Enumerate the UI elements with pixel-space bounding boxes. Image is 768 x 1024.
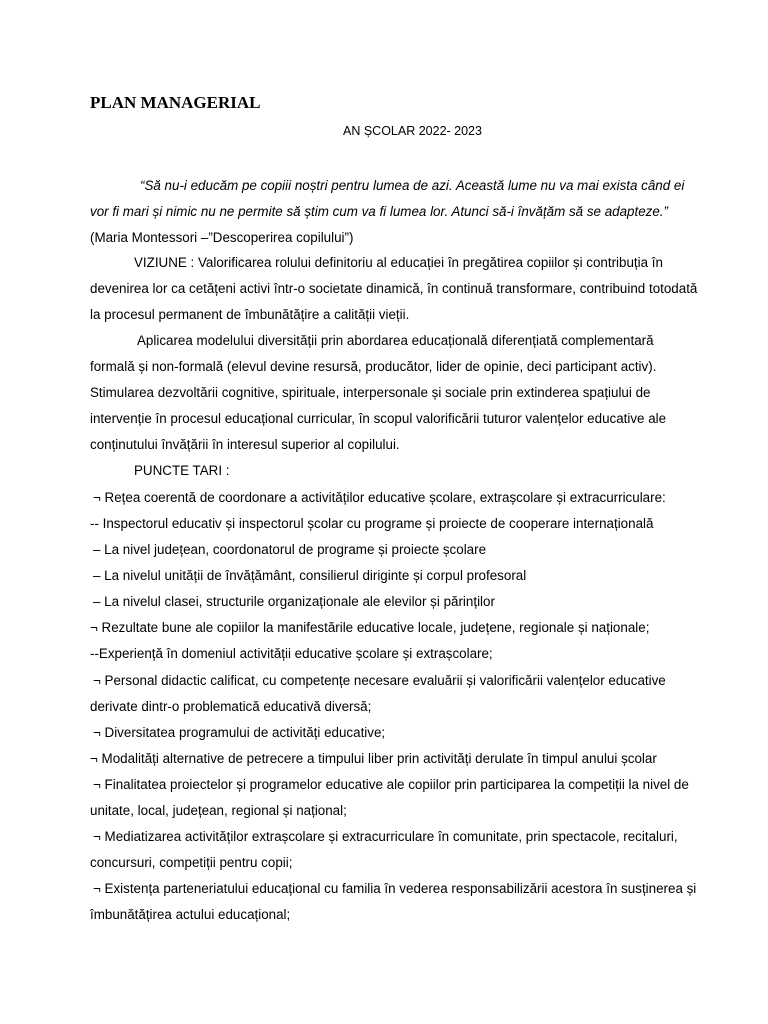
strength-item: ¬ Personal didactic calificat, cu competențe necesare evaluării și valorificării valențelor educative — [93, 673, 666, 688]
strength-item: ¬ Mediatizarea activităților extrașcolare și extracurriculare în comunitate, prin spectacole, recitaluri, — [93, 829, 678, 844]
vision-line: VIZIUNE : Valorificarea rolului definitoriu al educației în pregătirea copiilor și contribuția în — [134, 255, 663, 270]
strength-item: -- Inspectorul educativ și inspectorul școlar cu programe și proiecte de cooperare internațională — [90, 516, 654, 531]
strength-item: concursuri, competiții pentru copii; — [90, 855, 293, 870]
strengths-heading: PUNCTE TARI : — [134, 463, 230, 478]
strength-item: ¬ Existența parteneriatului educațional cu familia în vederea responsabilizării acestora în susținerea și — [93, 881, 697, 896]
strength-item: ¬ Modalități alternative de petrecere a timpului liber prin activități derulate în timpul anului școlar — [90, 751, 657, 766]
vision-line: devenirea lor ca cetățeni activi într-o societate dinamică, în continuă transformare, contribuind totodată — [90, 281, 698, 296]
strength-item: unitate, local, județean, regional și național; — [90, 803, 347, 818]
strength-item: --Experiență în domeniul activității educative școlare și extrașcolare; — [90, 646, 493, 661]
strength-item: îmbunătățirea actului educațional; — [90, 907, 291, 922]
quote-source: (Maria Montessori –”Descoperirea copilului”) — [90, 230, 354, 245]
strength-item: ¬ Rezultate bune ale copiilor la manifestările educative locale, județene, regionale și naționale; — [90, 620, 650, 635]
strength-item: ¬ Diversitatea programului de activități educative; — [93, 725, 386, 740]
strength-item: – La nivelul unității de învățământ, consilierul diriginte și corpul profesoral — [93, 568, 527, 583]
paragraph-line: intervenție în procesul educațional curricular, în scopul valorificării tuturor valențelor educative ale — [90, 411, 667, 426]
strength-item: ¬ Rețea coerentă de coordonare a activităților educative școlare, extrașcolare și extracurriculare: — [93, 490, 666, 505]
quote-line: “Să nu-i educăm pe copiii noștri pentru lumea de azi. Această lume nu va mai exista când ei — [140, 178, 685, 193]
paragraph-line: Stimularea dezvoltării cognitive, spirituale, interpersonale și sociale prin extinderea spațiului de — [90, 385, 651, 400]
quote-line: vor fi mari și nimic nu ne permite să știm cum va fi lumea lor. Atunci să-i învățăm să se adapteze.” — [90, 204, 668, 219]
paragraph-line: conținutului învățării în interesul superior al copilului. — [90, 437, 400, 452]
paragraph-line: formală și non-formală (elevul devine resursă, producător, lider de opinie, deci participant activ). — [90, 359, 657, 374]
strength-item: ¬ Finalitatea proiectelor și programelor educative ale copiilor prin participarea la competiții la nivel de — [93, 777, 689, 792]
strength-item: – La nivelul clasei, structurile organizaționale ale elevilor și părinților — [93, 594, 495, 609]
strength-item: derivate dintr-o problematică educativă diversă; — [90, 699, 372, 714]
paragraph-line: Aplicarea modelului diversității prin abordarea educațională diferențiată complementară — [137, 333, 654, 348]
vision-line: la procesul permanent de îmbunătățire a calității vieții. — [90, 307, 410, 322]
strength-item: – La nivel județean, coordonatorul de programe și proiecte școlare — [93, 542, 487, 557]
document-title: PLAN MANAGERIAL — [90, 93, 261, 112]
school-year-subtitle: AN ȘCOLAR 2022- 2023 — [343, 124, 482, 138]
